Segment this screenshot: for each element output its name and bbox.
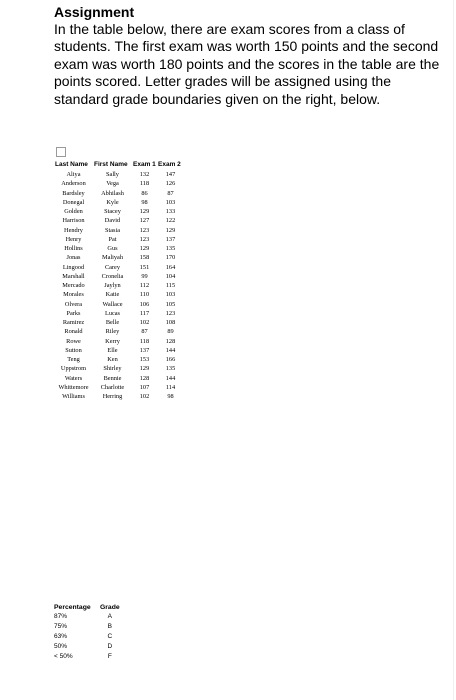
exam-2-score-cell: 144 (165, 346, 176, 354)
first-name-cell: Belle (105, 319, 120, 326)
table-row (54, 189, 184, 198)
last-name-cell: Hollins (64, 245, 83, 252)
first-name-cell: Lucas (104, 309, 121, 317)
table-row (54, 253, 184, 262)
exam-1-score-cell: 123 (139, 235, 150, 243)
exam-1-score-cell: 132 (139, 171, 150, 178)
exam-1-score-cell: 112 (139, 282, 150, 289)
last-name-cell: Ramirez (62, 319, 85, 326)
table-row (54, 337, 184, 346)
last-name-cell: Golden (64, 208, 83, 215)
first-name-cell: Kyle (106, 198, 119, 206)
last-name-cell: Sutton (65, 346, 82, 354)
exam-2-score-cell: 89 (167, 328, 174, 336)
exam-2-score-cell: 135 (165, 365, 176, 373)
table-row (54, 198, 184, 207)
last-name-cell: Mercado (62, 282, 85, 289)
last-name-cell: Anderson (61, 180, 86, 188)
assignment-instructions: In the table below, there are exam scores from a class of students. The first exam was worth 150 points and the second exam was worth 180 points and the scores in the table are the points scored. Letter grades will be assigned using the standard grade boundaries given on the right, below. (54, 21, 440, 107)
exam-2-score-cell: 166 (165, 356, 176, 363)
header-first-name: First Name (94, 161, 128, 168)
exam-2-score-cell: 105 (165, 300, 176, 308)
percentage-cell: 87% (54, 613, 68, 620)
header-percentage: Percentage (54, 603, 91, 611)
exam-1-score-cell: 99 (141, 272, 148, 280)
exam-2-score-cell: 104 (165, 272, 176, 280)
table-row (54, 226, 184, 235)
exam-2-score-cell: 144 (165, 374, 176, 382)
last-name-cell: Ronald (64, 328, 83, 336)
table-row (54, 216, 184, 225)
first-name-cell: Stasia (104, 226, 121, 234)
exam-2-score-cell: 147 (165, 171, 176, 178)
exam-1-score-cell: 129 (139, 245, 150, 252)
first-name-cell: Bennie (103, 374, 122, 382)
table-row (54, 281, 184, 290)
table-row (54, 179, 184, 188)
table-row (54, 383, 184, 392)
last-name-cell: Uppstrom (60, 365, 87, 373)
assignment-heading: Assignment (54, 4, 135, 20)
exam-1-score-cell: 87 (141, 328, 148, 336)
first-name-cell: Shirley (103, 365, 122, 373)
first-name-cell: Sally (106, 171, 119, 178)
grade-boundaries-header-row (54, 602, 120, 612)
last-name-cell: Marshall (62, 272, 85, 280)
last-name-cell: Teng (67, 356, 80, 363)
exam-2-score-cell: 137 (165, 235, 176, 243)
last-name-cell: Lingood (62, 263, 85, 271)
exam-1-score-cell: 151 (139, 263, 150, 271)
exam-2-score-cell: 103 (165, 291, 176, 299)
exam-2-score-cell: 103 (165, 198, 176, 206)
letter-grade-cell: B (107, 623, 112, 631)
table-row (54, 622, 120, 632)
exam-1-score-cell: 106 (139, 300, 150, 308)
table-row (54, 392, 184, 401)
exam-1-score-cell: 98 (141, 198, 148, 206)
last-name-cell: Henry (65, 235, 82, 243)
first-name-cell: Maliyah (102, 254, 123, 262)
exam-1-score-cell: 128 (139, 374, 150, 382)
checkbox[interactable] (56, 147, 66, 157)
exam-1-score-cell: 118 (139, 180, 150, 188)
table-row (54, 355, 184, 364)
first-name-cell: Katie (105, 291, 120, 299)
percentage-cell: 63% (54, 633, 68, 641)
header-exam-2: Exam 2 (158, 161, 181, 168)
table-row (54, 612, 120, 622)
last-name-cell: Whittemore (58, 383, 89, 391)
table-row (54, 290, 184, 299)
exam-2-score-cell: 135 (165, 245, 176, 252)
exam-1-score-cell: 102 (139, 319, 150, 326)
exam-1-score-cell: 127 (139, 217, 150, 225)
exam-2-score-cell: 87 (167, 189, 174, 197)
exam-1-score-cell: 86 (141, 189, 148, 197)
table-row (54, 327, 184, 336)
first-name-cell: Jaylyn (104, 282, 121, 289)
last-name-cell: Waters (64, 374, 83, 382)
exam-2-score-cell: 98 (167, 393, 174, 400)
first-name-cell: Charlotte (100, 383, 125, 391)
page-edge-divider (453, 0, 454, 700)
table-row (54, 374, 184, 383)
letter-grade-cell: F (107, 653, 112, 661)
exam-1-score-cell: 102 (139, 393, 150, 400)
exam-scores-body (54, 170, 184, 401)
exam-1-score-cell: 123 (139, 226, 150, 234)
percentage-cell: 75% (54, 623, 68, 631)
last-name-cell: Rowe (66, 337, 81, 345)
first-name-cell: David (104, 217, 121, 225)
last-name-cell: Donegal (62, 198, 85, 206)
first-name-cell: Ken (107, 356, 118, 363)
letter-grade-cell: C (107, 633, 113, 641)
exam-2-score-cell: 133 (165, 208, 176, 215)
grade-boundaries-table (54, 602, 120, 662)
table-row (54, 364, 184, 373)
first-name-cell: Cronelia (101, 272, 124, 280)
table-row (54, 309, 184, 318)
last-name-cell: Aliya (66, 171, 81, 178)
table-row (54, 652, 120, 662)
first-name-cell: Abhilash (101, 189, 124, 197)
exam-2-score-cell: 126 (165, 180, 176, 188)
last-name-cell: Jonas (66, 254, 81, 262)
table-row (54, 244, 184, 253)
letter-grade-cell: D (107, 643, 113, 651)
exam-1-score-cell: 129 (139, 365, 150, 373)
first-name-cell: Vega (106, 180, 119, 188)
exam-2-score-cell: 108 (165, 319, 176, 326)
first-name-cell: Elle (107, 346, 118, 354)
first-name-cell: Kerry (105, 337, 120, 345)
table-row (54, 235, 184, 244)
table-row (54, 642, 120, 652)
last-name-cell: Bardsley (62, 189, 85, 197)
last-name-cell: Morales (63, 291, 84, 299)
first-name-cell: Carey (104, 263, 121, 271)
exam-scores-header-row (54, 160, 184, 170)
first-name-cell: Stacey (104, 208, 121, 215)
last-name-cell: Williams (62, 393, 85, 400)
exam-2-score-cell: 128 (165, 337, 176, 345)
exam-2-score-cell: 129 (165, 226, 176, 234)
table-row (54, 346, 184, 355)
first-name-cell: Wallace (102, 300, 123, 308)
percentage-cell: 50% (54, 643, 68, 651)
table-row (54, 263, 184, 272)
last-name-cell: Parks (66, 309, 81, 317)
grade-boundaries-body (54, 612, 120, 662)
table-row (54, 207, 184, 216)
exam-2-score-cell: 122 (165, 217, 176, 225)
exam-1-score-cell: 117 (139, 309, 150, 317)
exam-2-score-cell: 123 (165, 309, 176, 317)
header-grade: Grade (100, 603, 120, 611)
table-row (54, 632, 120, 642)
header-last-name: Last Name (55, 161, 88, 168)
table-row (54, 170, 184, 179)
exam-1-score-cell: 153 (139, 356, 150, 363)
exam-2-score-cell: 115 (165, 282, 176, 289)
exam-1-score-cell: 158 (139, 254, 150, 262)
percentage-cell: < 50% (54, 653, 73, 661)
letter-grade-cell: A (107, 613, 112, 620)
exam-1-score-cell: 110 (139, 291, 150, 299)
exam-1-score-cell: 107 (139, 383, 150, 391)
exam-scores-table (54, 160, 184, 401)
exam-1-score-cell: 129 (139, 208, 150, 215)
exam-2-score-cell: 164 (165, 263, 176, 271)
table-row (54, 272, 184, 281)
table-row (54, 318, 184, 327)
last-name-cell: Hendry (64, 226, 83, 234)
first-name-cell: Pat (108, 235, 117, 243)
exam-1-score-cell: 137 (139, 346, 150, 354)
table-row (54, 300, 184, 309)
first-name-cell: Gus (107, 245, 118, 252)
exam-2-score-cell: 114 (165, 383, 176, 391)
exam-1-score-cell: 118 (139, 337, 150, 345)
last-name-cell: Harrison (62, 217, 85, 225)
first-name-cell: Riley (105, 328, 120, 336)
last-name-cell: Olvera (64, 300, 83, 308)
first-name-cell: Herring (102, 393, 123, 400)
header-exam-1: Exam 1 (133, 161, 156, 168)
exam-2-score-cell: 170 (165, 254, 176, 262)
